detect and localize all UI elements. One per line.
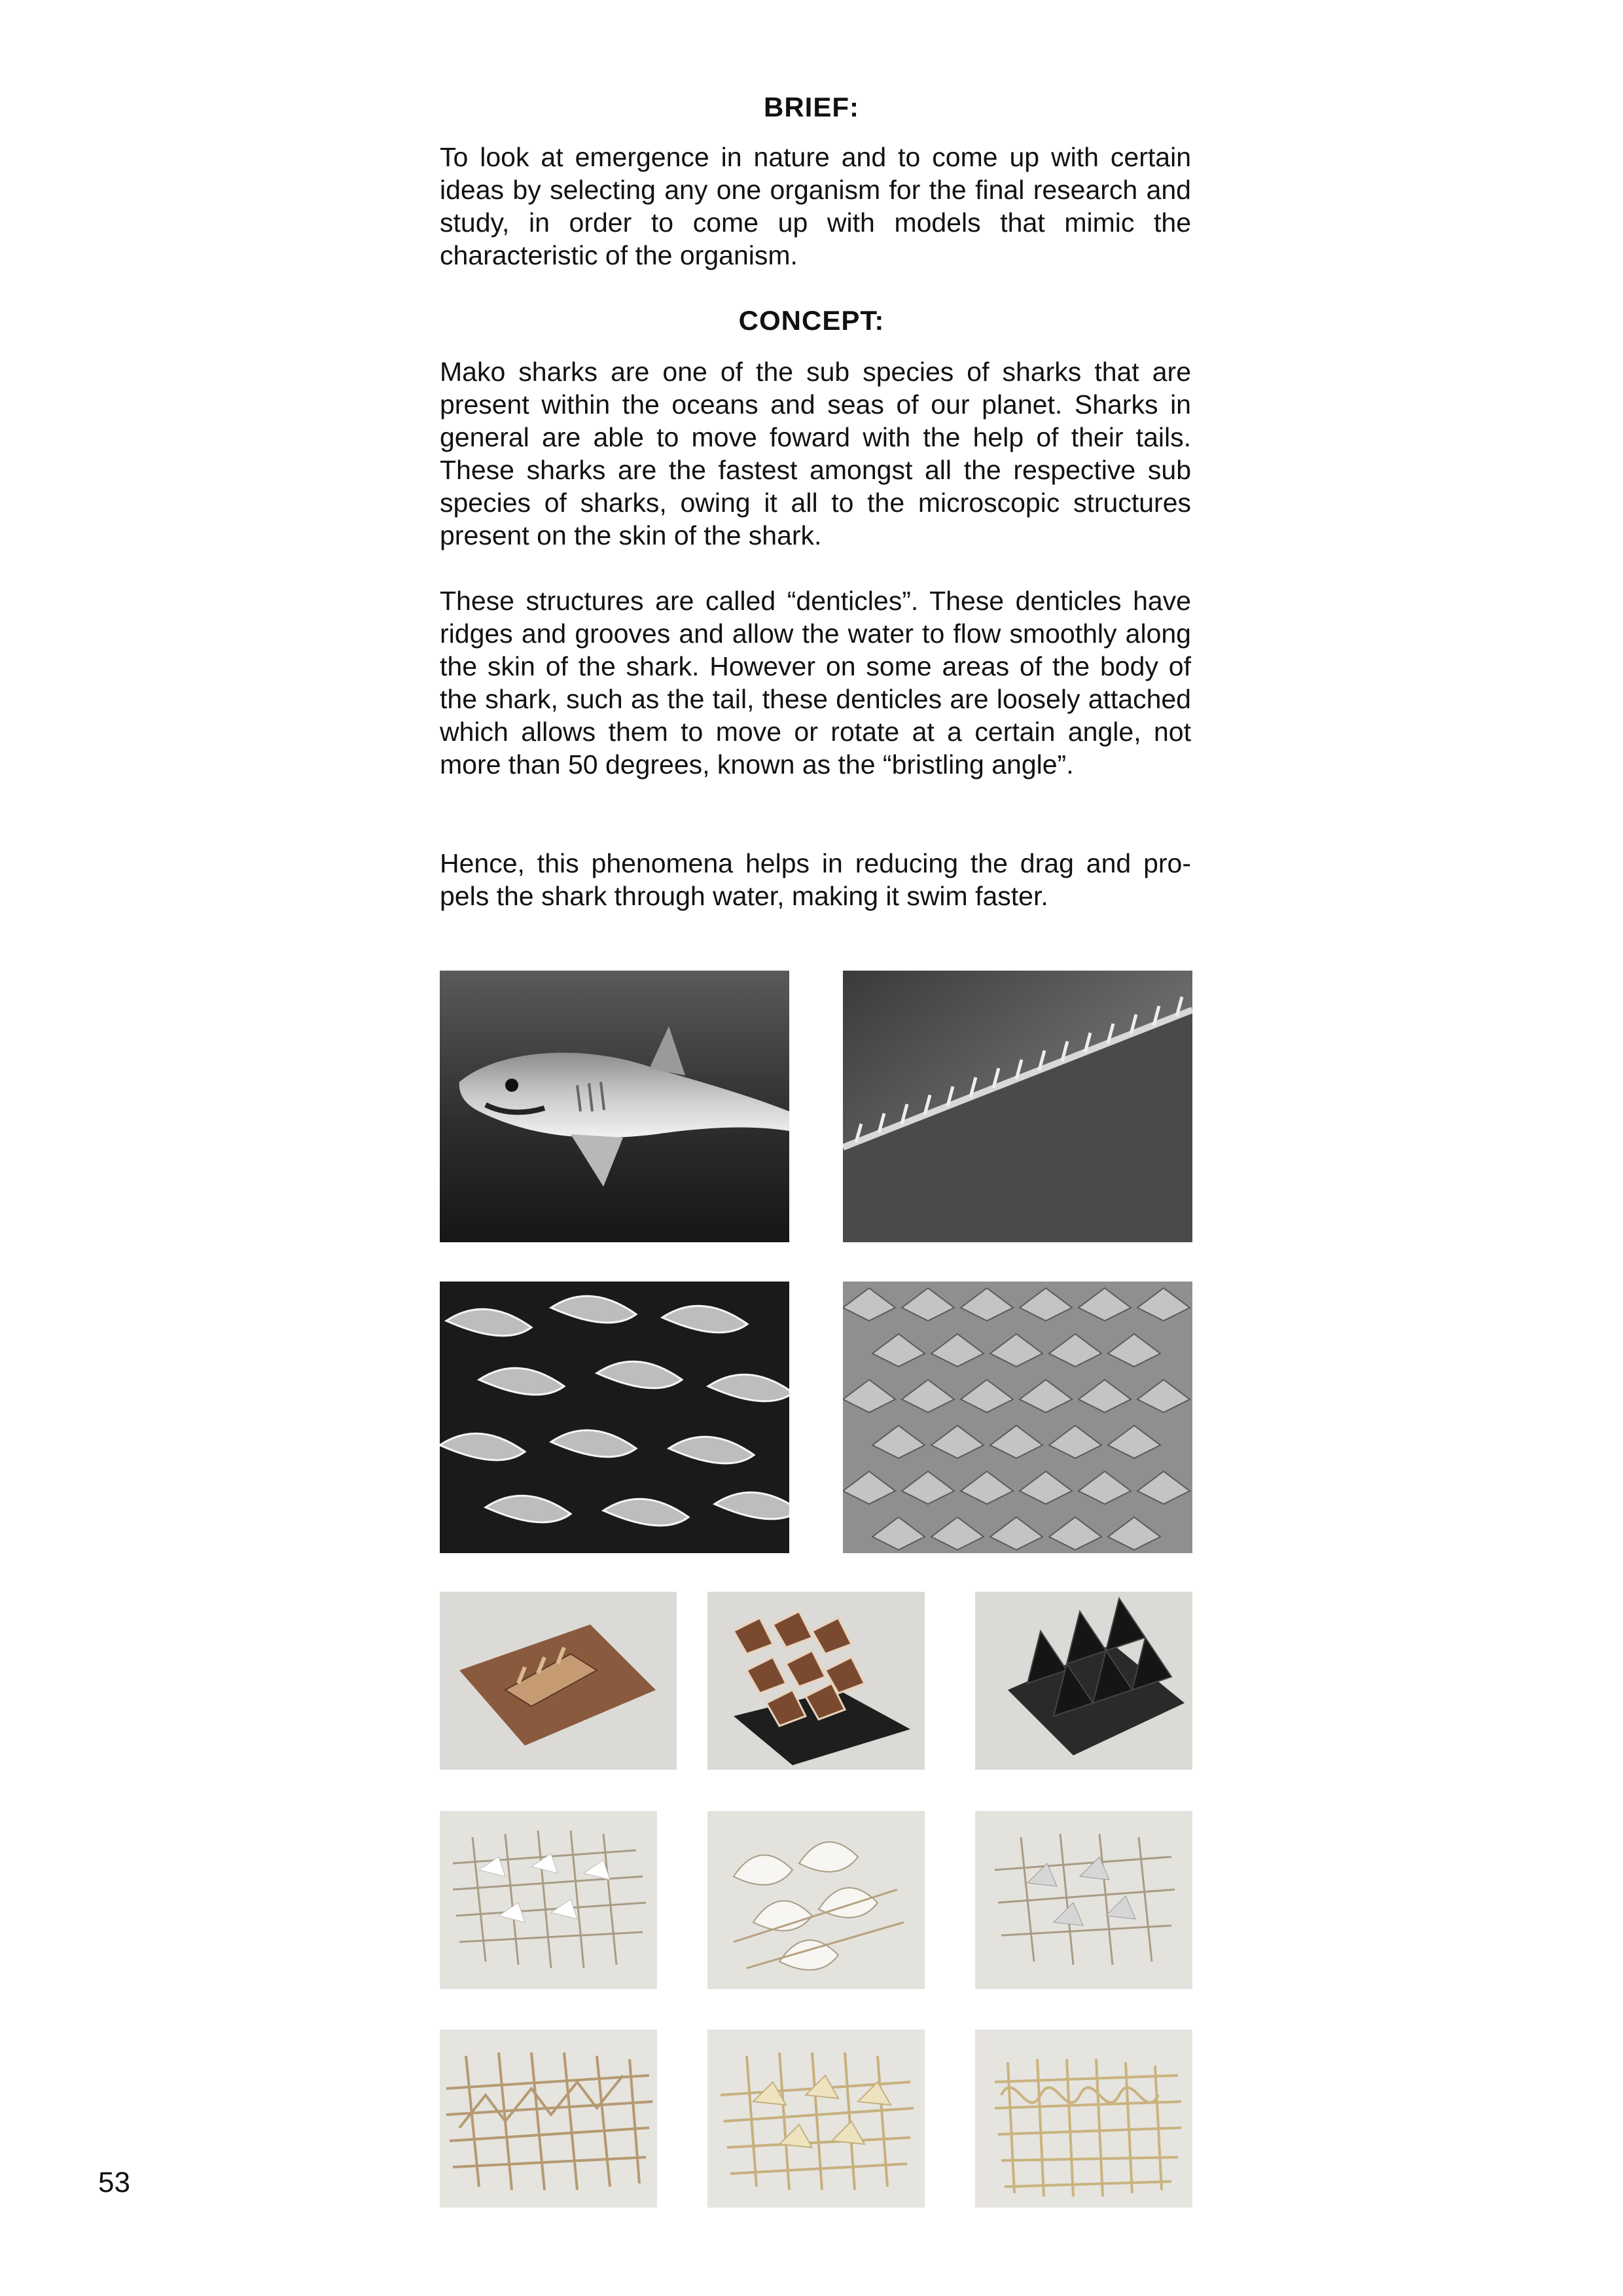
denticles-sem-photo — [440, 1282, 789, 1553]
brown-card-model-photo — [440, 1592, 677, 1770]
mako-shark-photo — [440, 971, 789, 1242]
wood-lattice-model-photo-2 — [707, 2030, 925, 2208]
brief-text: To look at emergence in nature and to come up with certain ideas by selecting any one organism for the final research and study, in order to come up with models that mimic the characteristic of the organism. — [440, 142, 1191, 270]
page-number: 53 — [98, 2166, 130, 2198]
concept-heading: CONCEPT: — [738, 305, 885, 336]
white-lattice-model-photo-1 — [440, 1811, 657, 1989]
concept-paragraph-1: Mako sharks are one of the sub species of sharks that are present within the oceans and seas of our planet. Sharks in general are able to move foward with the help of their tails. These sharks are the fastest amongst all the respective sub species of sharks, owing it all to the microscopic structures present on the skin of the shark. — [440, 357, 1191, 550]
wood-lattice-model-photo-1 — [440, 2030, 657, 2208]
concept-paragraph-3: Hence, this phenomena helps in reducing the drag and pro-pels the shark through water, making it swim faster. — [440, 848, 1191, 911]
brief-heading: BRIEF: — [764, 92, 859, 122]
denticles-texture-photo — [843, 1282, 1192, 1553]
brown-black-card-model-photo — [707, 1592, 925, 1770]
white-lattice-model-photo-2 — [707, 1811, 925, 1989]
wood-lattice-model-photo-3 — [975, 2030, 1192, 2208]
white-lattice-model-photo-3 — [975, 1811, 1192, 1989]
concept-paragraph-2: These structures are called “denticles”. These denticles have ridges and grooves and allow the water to flow smoothly along the skin of the shark. However on some areas of the body of the shark, such as the tail, these denticles are loosely attached which allows them to move or rotate at a certain angle, not more than 50 degrees, known as the “bristling angle”. — [440, 586, 1191, 780]
black-card-model-photo — [975, 1592, 1192, 1770]
shark-skin-closeup-photo — [843, 971, 1192, 1242]
